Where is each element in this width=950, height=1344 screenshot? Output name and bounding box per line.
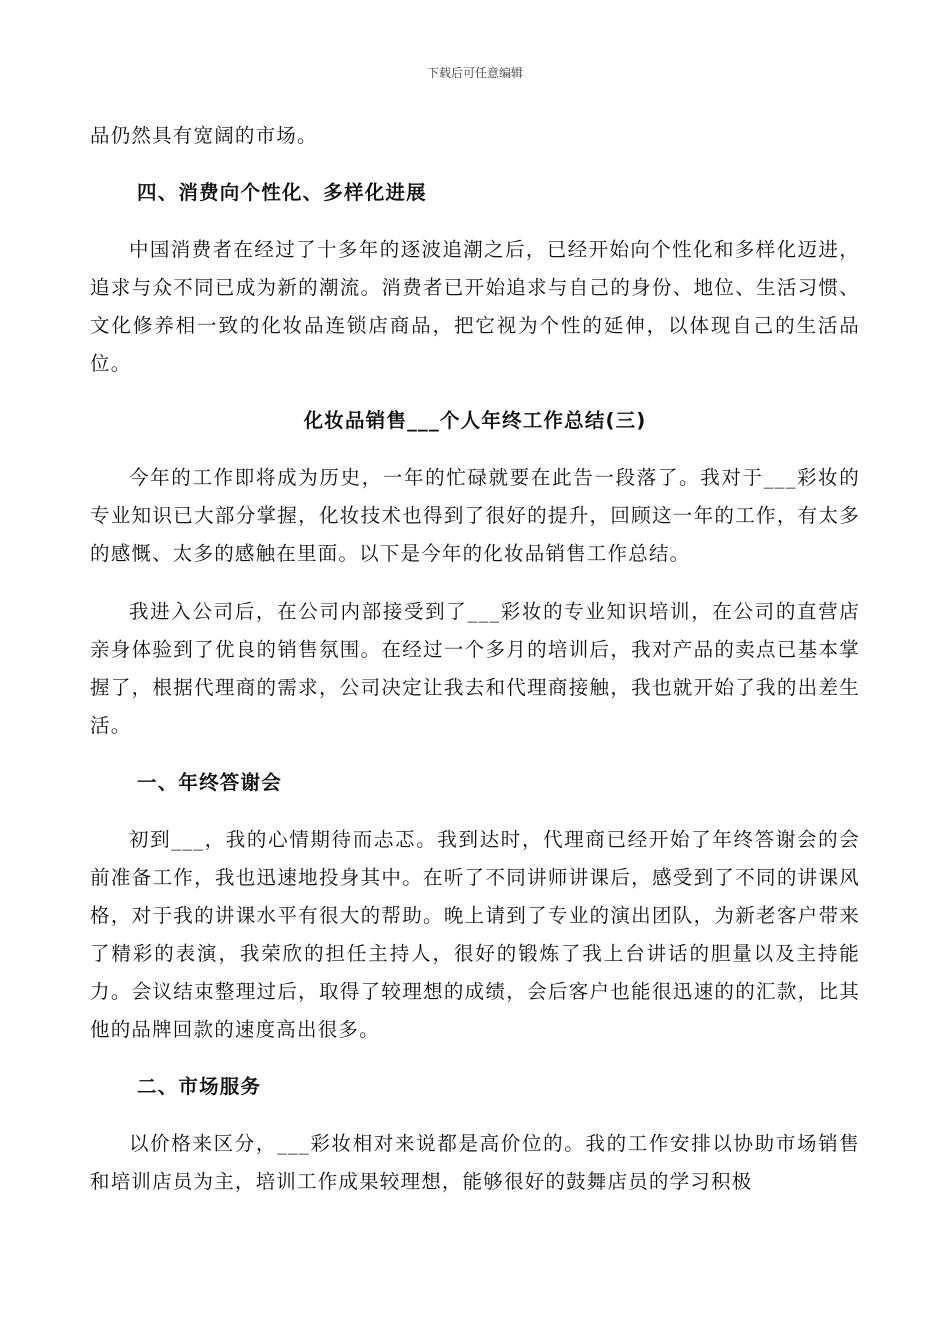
paragraph-market-service: 以价格来区分，___彩妆相对来说都是高价位的。我的工作安排以协助市场销售和培训店员为主，培训工作成果较理想，能够很好的鼓舞店员的学习积极 xyxy=(90,1132,860,1193)
document-title: 化妆品销售___个人年终工作总结(三) xyxy=(303,409,647,432)
paragraph-year-end-event: 初到___，我的心情期待而忐忑。我到达时，代理商已经开始了年终答谢会的会前准备工作，我也迅速地投身其中。在听了不同讲师讲课后，感受到了不同的讲课风格，对于我的讲课水平有很大的帮助。晚上请到了专业的演出团队，为新老客户带来了精彩的表演，我荣欣的担任主持人，很好的锻炼了我上台讲话的胆量以及主持能力。会议结束整理过后，取得了较理想的成绩，会后客户也能很迅速的的汇款，比其他的品牌回款的速度高出很多。 xyxy=(90,828,860,1041)
section-heading-two: 二、市场服务 xyxy=(137,1075,262,1098)
section-heading-four: 四、消费向个性化、多样化进展 xyxy=(137,181,427,204)
paragraph-joining-company: 我进入公司后，在公司内部接受到了___彩妆的专业知识培训，在公司的直营店亲身体验到了优良的销售氛围。在经过一个多月的培训后，我对产品的卖点已基本掌握了，根据代理商的需求，公司决定让我去和代理商接触，我也就开始了我的出差生活。 xyxy=(90,600,860,737)
paragraph-continuation: 品仍然具有宽阔的市场。 xyxy=(90,124,318,147)
page-header: 下载后可任意编辑 xyxy=(426,66,523,80)
paragraph-intro: 今年的工作即将成为历史，一年的忙碌就要在此告一段落了。我对于___彩妆的专业知识已大部分掌握，化妆技术也得到了很好的提升，回顾这一年的工作，有太多的感慨、太多的感触在里面。以下是今年的化妆品销售工作总结。 xyxy=(90,466,860,565)
document-body xyxy=(90,117,860,1201)
section-heading-one: 一、年终答谢会 xyxy=(137,771,282,794)
paragraph-consumer-trend: 中国消费者在经过了十多年的逐波追潮之后，已经开始向个性化和多样化迈进，追求与众不同已成为新的潮流。消费者已开始追求与自己的身份、地位、生活习惯、文化修养相一致的化妆品连锁店商品，把它视为个性的延伸，以体现自己的生活品位。 xyxy=(90,238,860,375)
